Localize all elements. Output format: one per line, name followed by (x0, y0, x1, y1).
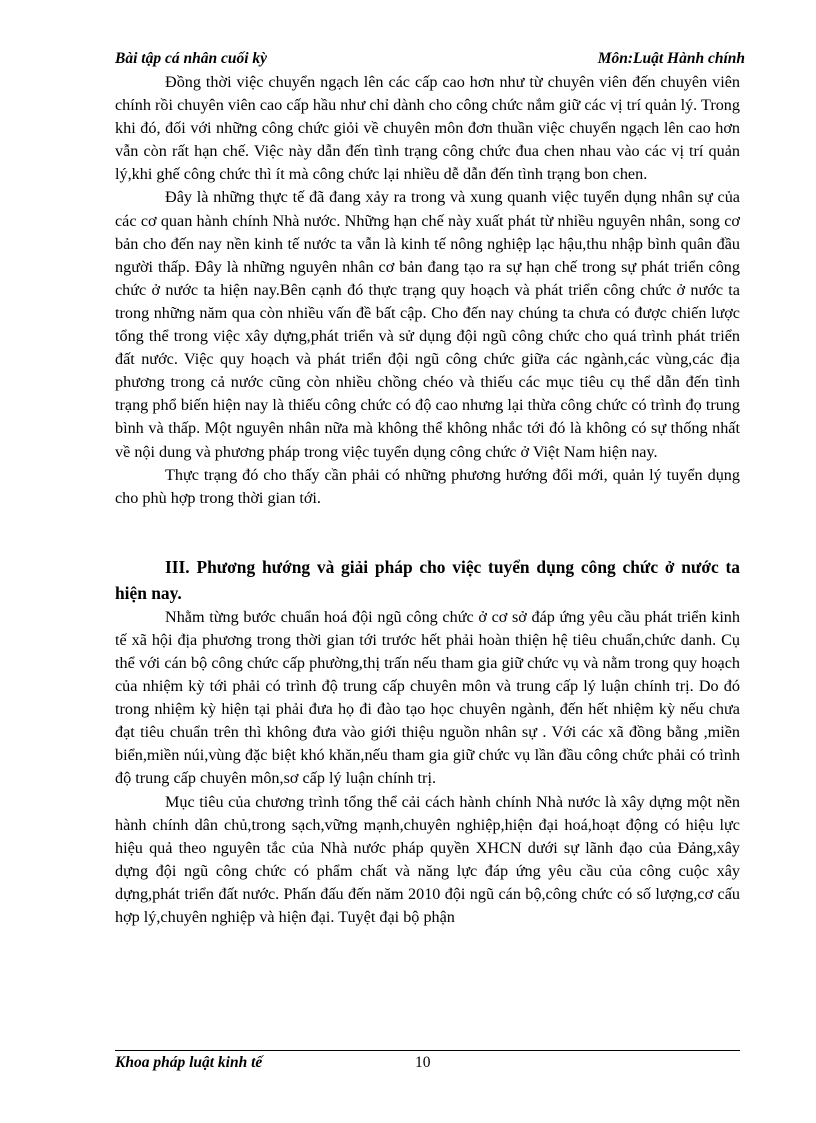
paragraph-5: Mục tiêu của chương trình tổng thể cải cách hành chính Nhà nước là xây dựng một nền hành chính dân chủ,trong sạch,vững mạnh,chuyên nghiệp,hiện đại hoá,hoạt động có hiệu lực hiệu quả theo nguyên tắc của Nhà nước pháp quyền XHCN dưới sự lãnh đạo của Đảng,xây dựng đội ngũ công chức có phẩm chất và năng lực đáp ứng yêu cầu của công cuộc xây dựng,phát triển đất nước. Phấn đấu đến năm 2010 đội ngũ cán bộ,công chức có số lượng,cơ cấu hợp lý,chuyên nghiệp và hiện đại. Tuyệt đại bộ phận (115, 792, 740, 926)
paragraph-1: Đồng thời việc chuyển ngạch lên các cấp cao hơn như từ chuyên viên đến chuyên viên chính rồi chuyên viên cao cấp hầu như chỉ dành cho công chức nắm giữ các vị trí quản lý. Trong khi đó, đối với những công chức giỏi về chuyên môn đơn thuần việc chuyển ngạch lên cao hơn vẫn còn rất hạn chế. Việc này dẫn đến tình trạng công chức đua chen nhau vào các vị trí quản lý,khi ghế công chức thì ít mà công chức lại nhiều dễ dẫn đến tình trạng bon chen. (115, 73, 740, 184)
footer-divider (115, 1050, 740, 1051)
header-left-text: Bài tập cá nhân cuối kỳ (115, 50, 268, 67)
page-header (115, 44, 745, 72)
paragraph-3: Thực trạng đó cho thấy cần phải có những phương hướng đổi mới, quản lý tuyển dụng cho phù hợp trong thời gian tới. (115, 465, 740, 507)
page-body (115, 71, 740, 929)
page-footer (115, 1054, 740, 1076)
section-heading: III. Phương hướng và giải pháp cho việc tuyển dụng công chức ở nước ta hiện nay. (115, 556, 740, 603)
paragraph-2: Đây là những thực tế đã đang xảy ra trong và xung quanh việc tuyển dụng nhân sự của các cơ quan hành chính Nhà nước. Những hạn chế này xuất phát từ nhiều nguyên nhân, song cơ bản cho đến nay nền kinh tế nước ta vẫn là kinh tế nông nghiệp lạc hậu,thu nhập bình quân đầu người thấp. Đây là những nguyên nhân cơ bản đang tạo ra sự hạn chế trong sự phát triển công chức ở nước ta hiện nay.Bên cạnh đó thực trạng quy hoạch và phát triển công chức ở nước ta trong những năm qua còn nhiều vấn đề bất cập. Cho đến nay chúng ta chưa có được chiến lược tổng thể trong việc xây dựng,phát triển và sử dụng đội ngũ công chức cho quá trình phát triển đất nước. Việc quy hoạch và phát triển đội ngũ công chức giữa các ngành,các vùng,các địa phương trong cả nước cũng còn nhiều chồng chéo và thiếu các mục tiêu cụ thể dẫn đến tình trạng phổ biến hiện nay là thiếu công chức có độ cao nhưng lại thừa công chức có trình đọ trung bình và thấp. Một nguyên nhân nữa mà không thể không nhắc tới đó là không có sự thống nhất về nội dung và phương pháp trong việc tuyển dụng công chức ở Việt Nam hiện nay. (115, 188, 740, 461)
paragraph-4: Nhằm từng bước chuẩn hoá đội ngũ công chức ở cơ sở đáp ứng yêu cầu phát triển kinh tế xã hội địa phương trong thời gian tới trước hết phải hoàn thiện hệ tiêu chuẩn,chức danh. Cụ thể với cán bộ công chức cấp phường,thị trấn nếu tham gia giữ chức vụ và nằm trong quy hoạch của nhiệm kỳ tới phải có trình độ trung cấp chuyên môn và trung cấp lý luận chính trị. Do đó trong nhiệm kỳ hiện tại phải đưa họ đi đào tạo học chuyên ngành, đến hết nhiệm kỳ nếu chưa đạt tiêu chuẩn trên thì không đưa vào giới thiệu nguồn nhân sự . Với các xã đồng bằng ,miền biển,miền núi,vùng đặc biệt khó khăn,nếu tham gia giữ chức vụ lần đầu công chức phải có trình độ trung cấp chuyên môn,sơ cấp lý luận chính trị. (115, 607, 740, 788)
page-number: 10 (415, 1054, 431, 1071)
footer-left-text: Khoa pháp luật kinh tế (115, 1054, 263, 1071)
header-right-text: Môn:Luật Hành chính (597, 50, 745, 67)
